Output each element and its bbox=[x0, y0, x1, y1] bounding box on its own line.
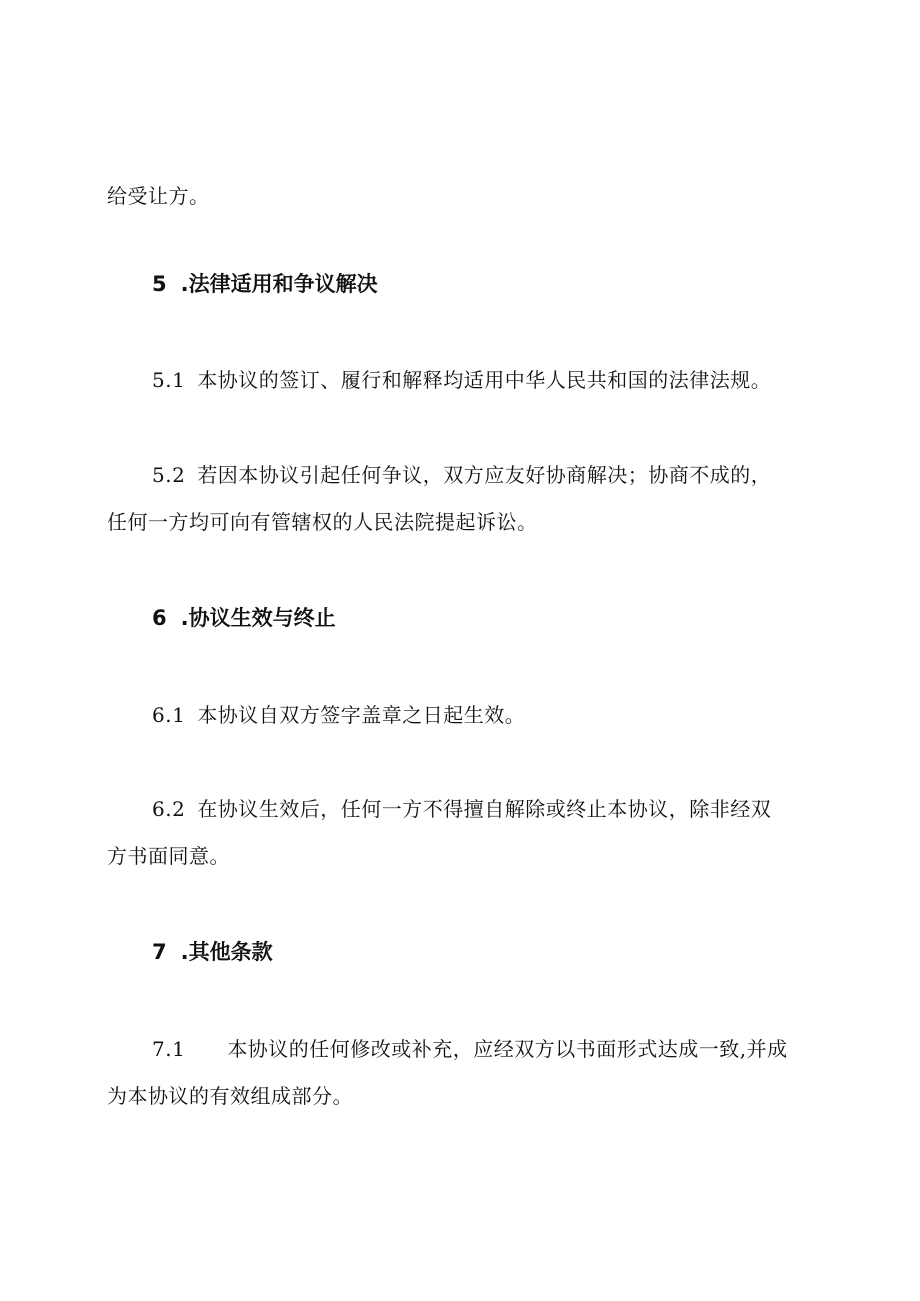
clause-text: 本协议自双方签字盖章之日起生效。 bbox=[197, 703, 526, 727]
clause-number: 6.1 bbox=[152, 703, 186, 727]
clause-number: 5.2 bbox=[152, 463, 186, 487]
clause-number: 7.1 bbox=[152, 1037, 186, 1061]
clause-7-1 bbox=[107, 1035, 807, 1110]
section-heading-6 bbox=[152, 604, 336, 632]
carryover-text: 给受让方。 bbox=[107, 184, 210, 208]
clause-text: 若因本协议引起任何争议，双方应友好协商解决；协商不成的， bbox=[197, 463, 772, 487]
clause-text: 在协议生效后，任何一方不得擅自解除或终止本协议，除非经双 bbox=[197, 797, 772, 821]
clause-6-1 bbox=[107, 701, 807, 729]
section-number: 5 bbox=[152, 272, 167, 296]
clause-number: 5.1 bbox=[152, 368, 186, 392]
clause-text: 本协议的任何修改或补充，应经双方以书面形式达成一致,并成 bbox=[227, 1037, 788, 1061]
section-number: 6 bbox=[152, 606, 167, 630]
clause-text: 本协议的签订、履行和解释均适用中华人民共和国的法律法规。 bbox=[197, 368, 772, 392]
clause-6-2 bbox=[107, 795, 807, 870]
clause-text-continued: 为本协议的有效组成部分。 bbox=[107, 1084, 353, 1108]
clause-number: 6.2 bbox=[152, 797, 186, 821]
section-title: .协议生效与终止 bbox=[180, 606, 336, 630]
clause-5-1 bbox=[107, 366, 807, 394]
section-title: .法律适用和争议解决 bbox=[180, 272, 378, 296]
clause-text-continued: 任何一方均可向有管辖权的人民法院提起诉讼。 bbox=[107, 510, 538, 534]
section-heading-7 bbox=[152, 938, 273, 966]
clause-text-continued: 方书面同意。 bbox=[107, 844, 230, 868]
section-title: .其他条款 bbox=[180, 940, 273, 964]
section-number: 7 bbox=[152, 940, 167, 964]
clause-5-2 bbox=[107, 461, 807, 536]
section-heading-5 bbox=[152, 270, 378, 298]
